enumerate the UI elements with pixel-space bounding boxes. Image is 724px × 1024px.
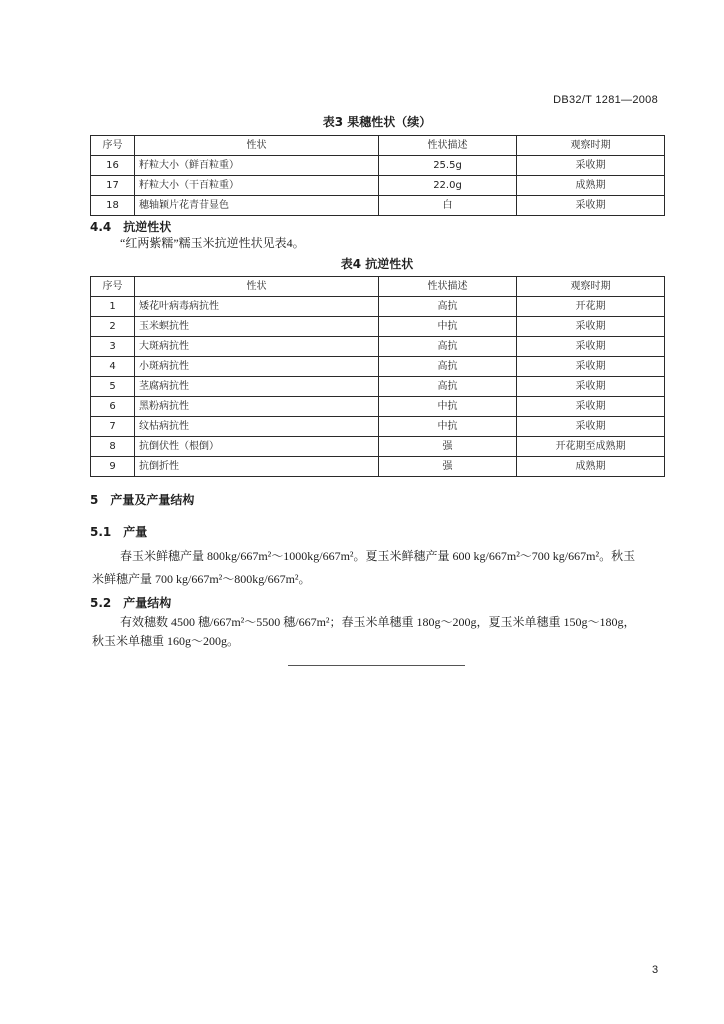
cell-trait: 玉米螟抗性	[135, 317, 379, 337]
cell-period: 成熟期	[517, 457, 665, 477]
section-5-2-heading	[90, 596, 171, 610]
paragraph-line: 有效穗数 4500 穗/667m²～5500 穗/667m²；春玉米单穗重 180g～200g，夏玉米单穗重 150g～180g，	[120, 615, 636, 629]
cell-trait: 籽粒大小（鲜百粒重）	[135, 156, 379, 176]
cell-no: 3	[91, 337, 135, 357]
cell-no: 17	[91, 176, 135, 196]
page-number: 3	[652, 964, 659, 976]
section-number: 5.1	[90, 525, 112, 539]
cell-no: 9	[91, 457, 135, 477]
cell-trait: 茎腐病抗性	[135, 377, 379, 397]
table-row	[91, 377, 665, 397]
cell-no: 2	[91, 317, 135, 337]
table-header-row	[91, 136, 665, 156]
cell-period: 开花期至成熟期	[517, 437, 665, 457]
cell-trait: 小斑病抗性	[135, 357, 379, 377]
cell-description: 中抗	[379, 397, 517, 417]
section-number: 5	[90, 493, 99, 507]
paragraph-line: 秋玉米单穗重 160g～200g。	[92, 634, 240, 648]
cell-period: 成熟期	[517, 176, 665, 196]
cell-period: 采收期	[517, 196, 665, 216]
section-4-4-heading	[90, 220, 171, 234]
cell-trait: 抗倒折性	[135, 457, 379, 477]
section-5-1-heading	[90, 525, 147, 539]
column-header-period: 观察时期	[517, 136, 665, 156]
cell-period: 采收期	[517, 397, 665, 417]
table-row	[91, 176, 665, 196]
cell-description: 中抗	[379, 317, 517, 337]
cell-description: 中抗	[379, 417, 517, 437]
table-row	[91, 297, 665, 317]
section-title: 产量	[123, 525, 148, 539]
section-title: 产量结构	[123, 596, 172, 610]
cell-description: 高抗	[379, 377, 517, 397]
cell-no: 16	[91, 156, 135, 176]
paragraph-line: 春玉米鲜穗产量 800kg/667m²～1000kg/667m²。夏玉米鲜穗产量 600 kg/667m²～700 kg/667m²。秋玉	[120, 549, 636, 563]
cell-trait: 黑粉病抗性	[135, 397, 379, 417]
table-row	[91, 156, 665, 176]
cell-trait: 纹枯病抗性	[135, 417, 379, 437]
cell-period: 采收期	[517, 317, 665, 337]
cell-period: 采收期	[517, 337, 665, 357]
cell-no: 6	[91, 397, 135, 417]
section-number: 4.4	[90, 220, 112, 234]
cell-description: 22.0g	[379, 176, 517, 196]
cell-description: 高抗	[379, 357, 517, 377]
table-row	[91, 337, 665, 357]
cell-period: 采收期	[517, 377, 665, 397]
table3	[90, 135, 665, 216]
section-4-4-text: “红两紫糯”糯玉米抗逆性状见表4。	[120, 236, 305, 250]
cell-no: 4	[91, 357, 135, 377]
table-row	[91, 196, 665, 216]
cell-description: 强	[379, 457, 517, 477]
cell-trait: 大斑病抗性	[135, 337, 379, 357]
column-header-trait: 性状	[135, 136, 379, 156]
cell-no: 8	[91, 437, 135, 457]
column-header-period: 观察时期	[517, 277, 665, 297]
table-row	[91, 397, 665, 417]
column-header-trait: 性状	[135, 277, 379, 297]
cell-description: 强	[379, 437, 517, 457]
table-row	[91, 417, 665, 437]
column-header-no: 序号	[91, 277, 135, 297]
end-rule	[288, 665, 465, 666]
cell-no: 18	[91, 196, 135, 216]
standard-code: DB32/T 1281—2008	[553, 94, 658, 106]
table4-title: 表4 抗逆性状	[340, 257, 414, 271]
column-header-description: 性状描述	[379, 277, 517, 297]
section-5-heading	[90, 493, 194, 507]
column-header-description: 性状描述	[379, 136, 517, 156]
section-number: 5.2	[90, 596, 112, 610]
column-header-no: 序号	[91, 136, 135, 156]
cell-no: 7	[91, 417, 135, 437]
cell-period: 开花期	[517, 297, 665, 317]
section-title: 抗逆性状	[123, 220, 172, 234]
table-row	[91, 437, 665, 457]
cell-description: 高抗	[379, 337, 517, 357]
cell-period: 采收期	[517, 357, 665, 377]
cell-description: 高抗	[379, 297, 517, 317]
cell-description: 白	[379, 196, 517, 216]
paragraph-line: 米鲜穗产量 700 kg/667m²～800kg/667m²。	[92, 572, 311, 586]
cell-trait: 穗轴颖片花青苷显色	[135, 196, 379, 216]
table-row	[91, 357, 665, 377]
cell-trait: 籽粒大小（干百粒重）	[135, 176, 379, 196]
table-row	[91, 317, 665, 337]
cell-period: 采收期	[517, 417, 665, 437]
cell-period: 采收期	[517, 156, 665, 176]
table4	[90, 276, 665, 477]
cell-no: 1	[91, 297, 135, 317]
cell-trait: 抗倒伏性（根倒）	[135, 437, 379, 457]
cell-trait: 矮花叶病毒病抗性	[135, 297, 379, 317]
cell-no: 5	[91, 377, 135, 397]
table3-title: 表3 果穗性状（续）	[322, 115, 432, 129]
table-row	[91, 457, 665, 477]
cell-description: 25.5g	[379, 156, 517, 176]
table-header-row	[91, 277, 665, 297]
section-title: 产量及产量结构	[110, 493, 195, 507]
